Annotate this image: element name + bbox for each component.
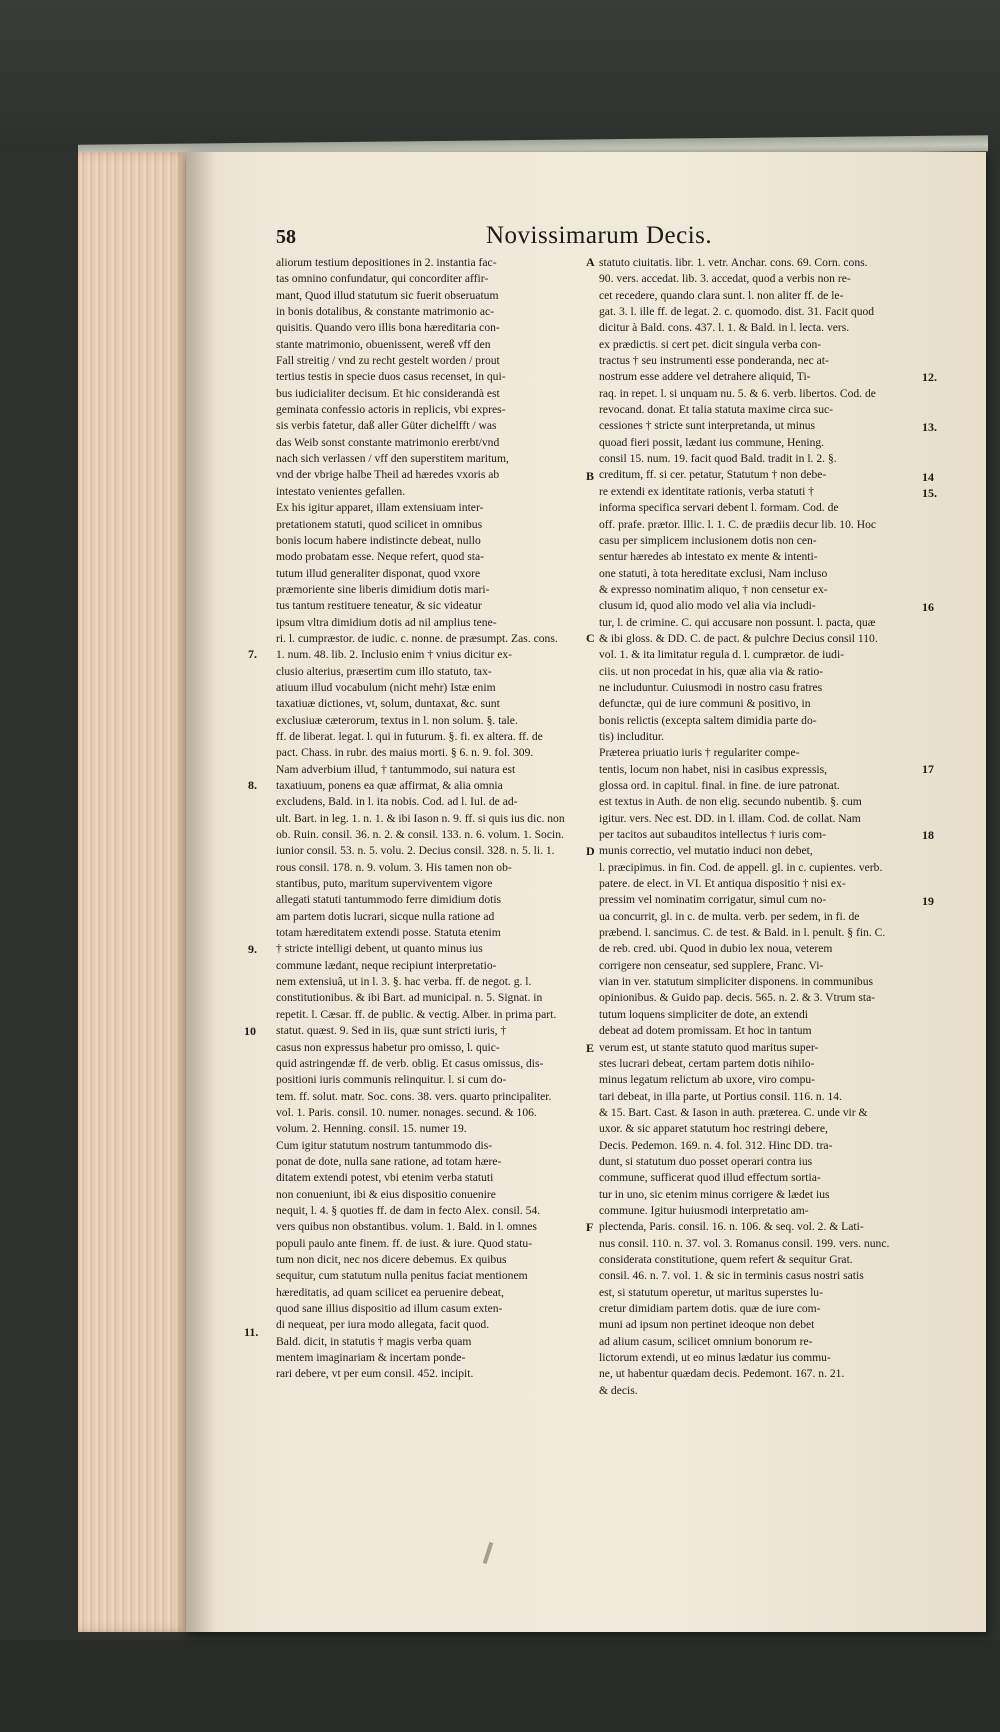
text-line: clusum id, quod alio modo vel alia via includi- [599, 599, 816, 613]
text-line: populi paulo ante finem. ff. de iust. & iure. Quod statu- [276, 1236, 533, 1250]
text-line: tis) includitur. [599, 729, 665, 743]
text-line: ob. Ruin. consil. 36. n. 2. & consil. 133. n. 6. volum. 1. Socin. [276, 828, 564, 842]
text-line: ciis. ut non procedat in his, quæ alia via & ratio- [599, 664, 824, 678]
text-line: tari debeat, in illa parte, ut Portius consil. 116. n. 14. [599, 1089, 842, 1103]
text-line: munis correctio, vel mutatio induci non debet, [599, 844, 813, 858]
text-line: gat. 3. l. ille ff. de legat. 2. c. quomodo. dist. 31. Facit quod [599, 305, 875, 319]
text-line: considerata constitutione, quem refert & sequitur Grat. [599, 1252, 853, 1266]
text-line: iunior consil. 53. n. 5. volu. 2. Decius consil. 328. n. 5. li. 1. [276, 844, 555, 858]
margin-number: 9. [248, 942, 257, 956]
text-line: ex prædictis. si cert pet. dicit singula verba con- [599, 337, 822, 351]
running-head [276, 222, 926, 250]
text-line: cessiones † stricte sunt interpretanda, ut minus [599, 419, 816, 433]
margin-number: 18 [922, 828, 934, 842]
text-line: intestato venientes gefallen. [276, 484, 406, 498]
text-line: off. prafe. prætor. Illic. l. 1. C. de prædiis decur lib. 10. Hoc [599, 517, 877, 531]
text-line: ponat de dote, nulla sane ratione, ad totam hære- [276, 1154, 502, 1168]
text-line: ne includuntur. Cuiusmodi in nostro casu fratres [599, 680, 823, 694]
text-line: taxatiuum, ponens ea quæ affirmat, & alia omnia [276, 779, 503, 792]
text-line: excludens, Bald. in l. ita nobis. Cod. ad l. Iul. de ad- [276, 795, 518, 809]
text-line: Ex his igitur apparet, illam extensiuam inter- [276, 501, 484, 515]
text-line: informa specifica servari debent l. formam. Cod. de [599, 501, 839, 515]
section-letter: A [586, 255, 595, 269]
text-line: & 15. Bart. Cast. & Iason in auth. præterea. C. unde vir & [599, 1105, 868, 1119]
text-line: est textus in Auth. de non elig. secundo nubentib. §. cum [599, 795, 862, 809]
text-line: am partem dotis lucrari, sicque nulla ratione ad [276, 909, 495, 923]
text-line: ad alium casum, scilicet omnium bonorum re- [599, 1334, 813, 1348]
text-line: raq. in repet. l. si unquam nu. 5. & 6. verb. libertos. Cod. de [599, 386, 876, 400]
text-line: vnd der vbrige halbe Theil ad hæredes vxoris ab [276, 468, 500, 482]
text-line: tutum illud generaliter disponat, quod vxore [276, 566, 481, 580]
text-line: commune lædant, neque recipiunt interpretatio- [276, 958, 497, 972]
text-line: ipsum vltra dimidium dotis ad nil amplius tene- [276, 615, 497, 629]
text-line: sentur hæredes ab intestato ex mente & intenti- [599, 550, 818, 564]
text-line: casu per simplicem inclusionem dotis non cen- [599, 533, 817, 547]
text-line: quisitis. Quando vero illis bona hæreditaria con- [276, 321, 500, 335]
text-line: statut. quæst. 9. Sed in iis, quæ sunt stricti iuris, † [276, 1024, 507, 1038]
text-line: vers quibus non obstantibus. volum. 1. Bald. in l. omnes [276, 1220, 537, 1234]
text-line: in bonis dotalibus, & constante matrimonio ac- [276, 305, 494, 319]
margin-number: 12. [922, 370, 937, 384]
text-line: statuto ciuitatis. libr. 1. vetr. Anchar. cons. 69. Corn. cons. [599, 256, 868, 269]
text-line: glossa ord. in capitul. final. in fine. de iure patronat. [599, 779, 840, 792]
text-line: tentis, locum non habet, nisi in casibus expressis, [599, 762, 827, 776]
text-line: Fall streitig / vnd zu recht gestelt worden / prout [276, 354, 500, 368]
page-number: 58 [276, 226, 296, 248]
text-line: stante matrimonio, obuenissent, wereß vff den [276, 337, 491, 351]
text-line: 1. num. 48. lib. 2. Inclusio enim † vnius dicitur ex- [276, 648, 513, 662]
text-line: quod sane illius dispositio ad illum casum exten- [276, 1302, 503, 1315]
text-line: revocand. donat. Et talia statuta maxime circa suc- [599, 403, 834, 417]
text-line: sis verbis fatetur, daß aller Güter dichelfft / was [276, 419, 497, 433]
text-line: ri. l. cumpræstor. de iudic. c. nonne. de præsumpt. Zas. cons. [276, 631, 558, 645]
margin-number: 13. [922, 420, 937, 434]
section-letter: C [586, 631, 595, 645]
text-line: geminata confessio actoris in replicis, vbi expres- [276, 403, 506, 417]
text-line: cet recedere, quando clara sunt. l. non aliter ff. de le- [599, 288, 844, 302]
text-line: nach sich verlassen / vff den superstitem maritum, [276, 452, 509, 466]
margin-number: 10 [244, 1024, 256, 1038]
text-line: & decis. [599, 1383, 638, 1397]
text-line: tur, l. de crimine. C. qui accusare non possunt. l. pacta, quæ [599, 615, 876, 629]
text-line: igitur. vers. Nec est. DD. in l. illam. Cod. de collat. Nam [599, 811, 861, 825]
book-page [186, 152, 986, 1632]
text-line: mentem imaginariam & incertam ponde- [276, 1351, 466, 1365]
background-top [0, 0, 1000, 150]
section-letter: E [586, 1041, 595, 1055]
text-line: est, si statutum operetur, ut maritus superstes lu- [599, 1285, 823, 1299]
text-line: lictorum extendi, ut eo minus lædatur ius commu- [599, 1351, 831, 1365]
text-line: bus iudicialiter decisum. Et hic considerandà est [276, 386, 500, 400]
margin-number: 16 [922, 600, 934, 614]
text-line: plectenda, Paris. consil. 16. n. 106. & seq. vol. 2. & Lati- [599, 1220, 864, 1234]
margin-number: 7. [248, 647, 257, 661]
right-text-column [599, 255, 917, 1399]
text-line: tum non dicit, nec nos dicere debemus. Ex quibus [276, 1252, 507, 1266]
text-line: vol. 1. & ita limitatur regula d. l. cumprætor. de iudi- [599, 648, 845, 662]
section-letter: F [586, 1220, 594, 1234]
section-letter: B [586, 469, 595, 483]
text-line: cretur dimidiam partem dotis. quæ de iure com- [599, 1302, 821, 1315]
text-line: 90. vers. accedat. lib. 3. accedat, quod a verbis non re- [599, 272, 851, 286]
text-line: tem. ff. solut. matr. Soc. cons. 38. vers. quarto principaliter. [276, 1089, 552, 1103]
text-line: quoad fieri possit, lædant ius commune, Hening. [599, 435, 825, 449]
text-line: rari debere, vt per eum consil. 452. incipit. [276, 1367, 474, 1381]
text-line: positioni iuris communis relinquitur. l. si cum do- [276, 1073, 507, 1087]
text-line: ditatem extendi potest, vbi etenim verba statuti [276, 1171, 494, 1185]
text-line: corrigere non censeatur, sed supplere, Franc. Vi- [599, 958, 824, 972]
text-line: pressim vel nominatim corrigatur, simul cum no- [599, 893, 827, 907]
text-line: tractus † seu instrumenti esse ponderanda, nec at- [599, 354, 829, 368]
text-line: nus consil. 110. n. 37. vol. 3. Romanus consil. 199. vers. nunc. [599, 1236, 890, 1250]
text-line: bonis locum habere indistincte debeat, nullo [276, 533, 481, 547]
text-line: Nam adverbium illud, † tantummodo, sui natura est [276, 762, 516, 776]
margin-number: 8. [248, 778, 257, 792]
text-line: pretationem statuti, quod scilicet in omnibus [276, 517, 483, 531]
left-text-column [276, 255, 596, 1383]
text-line: totam hæreditatem extendi posse. Statuta etenim [276, 926, 501, 940]
text-line: clusio alterius, præsertim cum illo statuto, tax- [276, 664, 492, 678]
text-line: debeat ad dotem promissam. Et hoc in tantum [599, 1024, 812, 1038]
text-line: stantibus, puto, maritum superviventem vigore [276, 877, 493, 891]
text-line: non conueniunt, ibi & eius dispositio conuenire [276, 1187, 496, 1201]
text-line: constitutionibus. & ibi Bart. ad municipal. n. 5. Signat. in [276, 991, 543, 1005]
text-line: volum. 2. Henning. consil. 15. numer 19. [276, 1122, 467, 1136]
text-line: pact. Chass. in rubr. des maius morti. § 6. n. 9. fol. 309. [276, 746, 534, 760]
text-line: Bald. dicit, in statutis † magis verba quam [276, 1334, 472, 1348]
text-line: uxor. & sic apparet statutum hoc restringi debere, [599, 1122, 828, 1136]
text-line: hæreditatis, ad quam scilicet ea peruenire debeat, [276, 1285, 504, 1299]
text-line: quid astringendæ ff. de verb. oblig. Et casus omissus, dis- [276, 1056, 544, 1070]
text-line: patere. de elect. in VI. Et antiqua dispositio † nisi ex- [599, 877, 846, 891]
text-line: di nequeat, per iura modo allegata, facit quod. [276, 1318, 490, 1332]
text-line: præmoriente sine liberis dimidium dotis mari- [276, 582, 490, 596]
text-line: creditum, ff. si cer. petatur, Statutum † non debe- [599, 468, 827, 482]
text-line: bonis relictis (excepta saltem dimidia parte do- [599, 713, 817, 727]
text-line: vol. 1. Paris. consil. 10. numer. nonages. secund. & 106. [276, 1105, 537, 1119]
page-content [186, 152, 986, 1632]
text-line: commune, sufficerat quod illud effectum sortia- [599, 1171, 821, 1185]
text-line: defunctæ, qui de iure communi & positivo, in [599, 697, 811, 711]
text-line: atiuum illud vocabulum (nicht mehr) Istæ enim [276, 680, 496, 694]
text-line: nem extensiuâ, ut in l. 3. §. hac verba. ff. de negot. g. l. [276, 975, 532, 989]
text-line: ff. de liberat. legat. l. qui in futurum. §. fi. ex altera. ff. de [276, 729, 543, 743]
text-line: mant, Quod illud statutum sic fuerit obseruatum [276, 288, 499, 302]
text-line: stes lucrari debeat, certam partem dotis nihilo- [599, 1056, 815, 1070]
text-line: vian in ver. statutum simpliciter disponens. in communibus [599, 975, 874, 989]
page-edges [78, 152, 188, 1632]
text-line: dunt, si statutum duo posset operari contra ius [599, 1154, 813, 1168]
text-line: exclusiuæ cæterorum, textus in l. non solum. §. tale. [276, 713, 518, 727]
text-line: per tacitos aut subauditos intellectus † iuris com- [599, 828, 826, 842]
text-line: consil 15. num. 19. facit quod Bald. tradit in l. 2. §. [599, 452, 837, 466]
text-line: nequit, l. 4. § quoties ff. de dam in fecto Alex. consil. 54. [276, 1203, 541, 1217]
text-line: ult. Bart. in leg. 1. n. 1. & ibi Iason n. 9. ff. si quis ius dic. non [276, 811, 565, 825]
running-title: Novissimarum Decis. [486, 222, 713, 249]
text-line: repetit. l. Cæsar. ff. de public. & vectig. Alber. in prima part. [276, 1007, 557, 1021]
background-bottom [0, 1640, 1000, 1732]
ink-mark [483, 1542, 494, 1564]
margin-number: 14 [922, 470, 934, 484]
text-line: Cum igitur statutum nostrum tantummodo dis- [276, 1138, 493, 1152]
margin-number: 17 [922, 762, 934, 776]
section-letter: D [586, 844, 595, 858]
text-line: re extendi ex identitate rationis, verba statuti † [599, 484, 815, 498]
text-line: dicitur à Bald. cons. 437. l. 1. & Bald. in l. lecta. vers. [599, 321, 850, 335]
text-line: nostrum esse addere vel detrahere aliquid, Ti- [599, 370, 811, 384]
text-line: taxatiuæ dictiones, vt, solum, duntaxat, &c. sunt [276, 697, 500, 711]
text-line: tas omnino confundatur, qui concorditer affir- [276, 272, 489, 286]
text-line: & ibi gloss. & DD. C. de pact. & pulchre Decius consil 110. [599, 631, 878, 645]
text-line: ne, ut habentur quædam decis. Pedemont. 167. n. 21. [599, 1367, 845, 1381]
text-line: one statuti, à tota hereditate exclusi, Nam incluso [599, 566, 828, 580]
text-line: allegati statuti tantummodo ferre dimidium dotis [276, 893, 502, 907]
margin-number: 15. [922, 486, 937, 500]
text-line: præbend. l. sancimus. C. de test. & Bald. in l. penult. § fin. C. [599, 926, 886, 940]
text-line: de reb. cred. ubi. Quod in dubio lex noua, veterem [599, 942, 833, 956]
text-line: commune. Igitur huiusmodi interpretatio am- [599, 1203, 809, 1217]
text-line: tus tantum restituere teneatur, & sic videatur [276, 599, 482, 613]
text-line: rous consil. 178. n. 9. volum. 3. His tamen non ob- [276, 860, 512, 874]
text-line: opinionibus. & Guido pap. decis. 565. n. 2. & 3. Vtrum sta- [599, 991, 876, 1005]
text-line: das Weib sonst constante matrimonio ererbt/vnd [276, 435, 500, 449]
text-line: & expresso nominatim aliquo, † non censetur ex- [599, 582, 828, 596]
text-line: l. præcipimus. in fin. Cod. de appell. gl. in c. cupientes. verb. [599, 860, 883, 874]
text-line: verum est, ut stante statuto quod maritus super- [599, 1040, 819, 1054]
text-line: tur in uno, sic etenim minus corrigere & lædet ius [599, 1187, 830, 1201]
text-line: consil. 46. n. 7. vol. 1. & sic in terminis casus nostri satis [599, 1269, 864, 1283]
margin-number: 11. [244, 1325, 259, 1339]
text-line: aliorum testium depositiones in 2. instantia fac- [276, 256, 497, 269]
text-line: † stricte intelligi debent, ut quanto minus ius [276, 942, 483, 956]
text-line: casus non expressus habetur pro omisso, l. quic- [276, 1040, 500, 1054]
text-line: Decis. Pedemon. 169. n. 4. fol. 312. Hinc DD. tra- [599, 1138, 833, 1152]
text-line: sequitur, cum statutum nulla penitus faciat mentionem [276, 1269, 528, 1283]
text-line: tertius testis in specie duos casus recenset, in qui- [276, 370, 506, 384]
text-line: modo probatam esse. Neque refert, quod sta- [276, 550, 484, 564]
text-line: Præterea priuatio iuris † regulariter compe- [599, 746, 800, 760]
margin-number: 19 [922, 894, 934, 908]
text-line: tutum loquens simpliciter de dote, an extendi [599, 1007, 808, 1021]
text-line: ua concurrit, gl. in c. de multa. verb. per sedem, in fi. de [599, 909, 860, 923]
text-line: minus legatum relictum ab uxore, viro compu- [599, 1073, 816, 1087]
text-line: muni ad ipsum non pertinet ideoque non debet [599, 1318, 815, 1332]
